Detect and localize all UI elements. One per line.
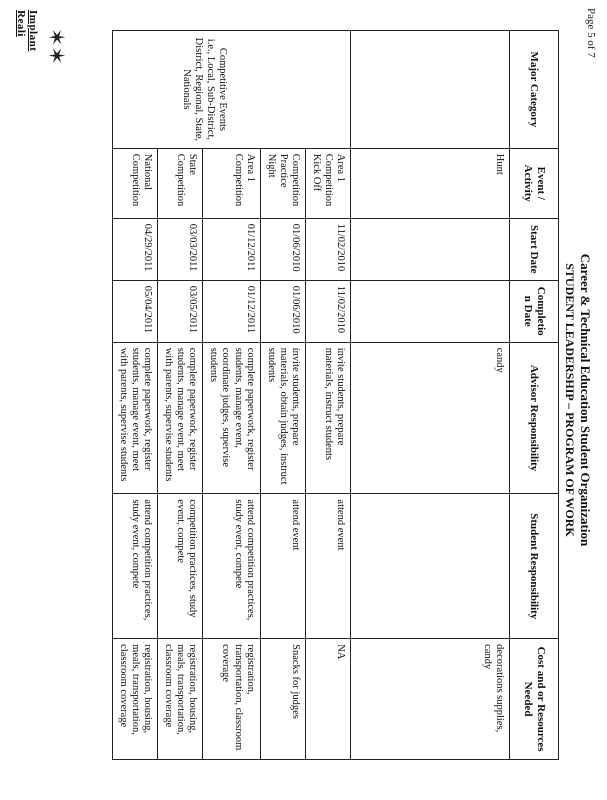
start-date-cell: 03/03/2011 — [158, 218, 203, 280]
start-date-cell: 11/02/2010 — [305, 218, 350, 280]
event-cell: State Competition — [158, 148, 203, 218]
event-cell: Hunt — [351, 148, 510, 218]
advisor-cell: invite students, prepare materials, obtain judges, instruct students — [260, 342, 305, 494]
header-event: Event / Activity — [510, 148, 559, 218]
completion-date-cell: 03/05/2011 — [158, 280, 203, 342]
event-cell: National Competition — [113, 148, 158, 218]
table-row — [305, 31, 350, 760]
logo-mark-icon: ✶✶ — [44, 28, 69, 65]
cost-cell: NA — [305, 639, 350, 760]
advisor-cell: complete paperwork, register students, manage event, coordinate judges, supervise students — [203, 342, 260, 494]
logo-name: Implant Reali — [15, 10, 39, 52]
completion-date-cell: 05/04/2011 — [113, 280, 158, 342]
header-completion-date: Completio n Date — [510, 280, 559, 342]
student-cell: attend event — [305, 494, 350, 639]
document-subtitle: STUDENT LEADERSHIP – PROGRAM OF WORK — [563, 263, 577, 537]
advisor-cell: complete paperwork, register students, manage event, meet with parents, supervise students — [158, 342, 203, 494]
advisor-cell: invite students, prepare materials, instruct students — [305, 342, 350, 494]
completion-date-cell: 11/02/2010 — [305, 280, 350, 342]
completion-date-cell: 01/12/2011 — [203, 280, 260, 342]
student-cell: attend event — [260, 494, 305, 639]
table-header-row — [510, 31, 559, 760]
header-start-date: Start Date — [510, 218, 559, 280]
advisor-cell: complete paperwork, register students, manage event, meet with parents, supervise students — [113, 342, 158, 494]
start-date-cell: 01/12/2011 — [203, 218, 260, 280]
table-row — [351, 31, 510, 760]
header-student-responsibility: Student Responsibility — [510, 494, 559, 639]
student-cell: attend competition practices, study event, compete — [113, 494, 158, 639]
category-subtitle: i.e., Local, Sub-District, District, Regional, State, Nationals — [180, 37, 216, 142]
event-cell: Area 1 Competition — [203, 148, 260, 218]
start-date-cell: 04/29/2011 — [113, 218, 158, 280]
header-major-category: Major Category — [510, 31, 559, 149]
logo — [7, 10, 67, 78]
completion-date-cell: 01/06/2010 — [260, 280, 305, 342]
header-cost-resources: Cost and or Resources Needed — [510, 639, 559, 760]
student-cell — [351, 494, 510, 639]
cost-cell: Snacks for judges — [260, 639, 305, 760]
page-number: Page 5 of 7 — [585, 8, 597, 58]
event-cell: Competition Practice Night — [260, 148, 305, 218]
student-cell: attend competition practices, study event, compete — [203, 494, 260, 639]
event-cell: Area 1 Competition Kick Off — [305, 148, 350, 218]
start-date-cell — [351, 218, 510, 280]
category-cell-competitive-events — [113, 31, 351, 149]
completion-date-cell — [351, 280, 510, 342]
document-title: Career & Technical Education Student Organization — [578, 253, 593, 547]
cost-cell: registration, housing, meals, transportation, classroom coverage — [113, 639, 158, 760]
header-advisor-responsibility: Advisor Responsibility — [510, 342, 559, 494]
cost-cell: registration, housing, meals, transportation, classroom coverage — [158, 639, 203, 760]
cost-cell: decorations supplies, candy — [351, 639, 510, 760]
cost-cell: registration, transportation, classroom coverage — [203, 639, 260, 760]
start-date-cell: 01/06/2010 — [260, 218, 305, 280]
advisor-cell: candy — [351, 342, 510, 494]
student-cell: competition practices, study event, compete — [158, 494, 203, 639]
program-of-work-table — [112, 30, 559, 760]
category-title: Competitive Events — [217, 47, 228, 131]
category-cell-empty — [351, 31, 510, 149]
